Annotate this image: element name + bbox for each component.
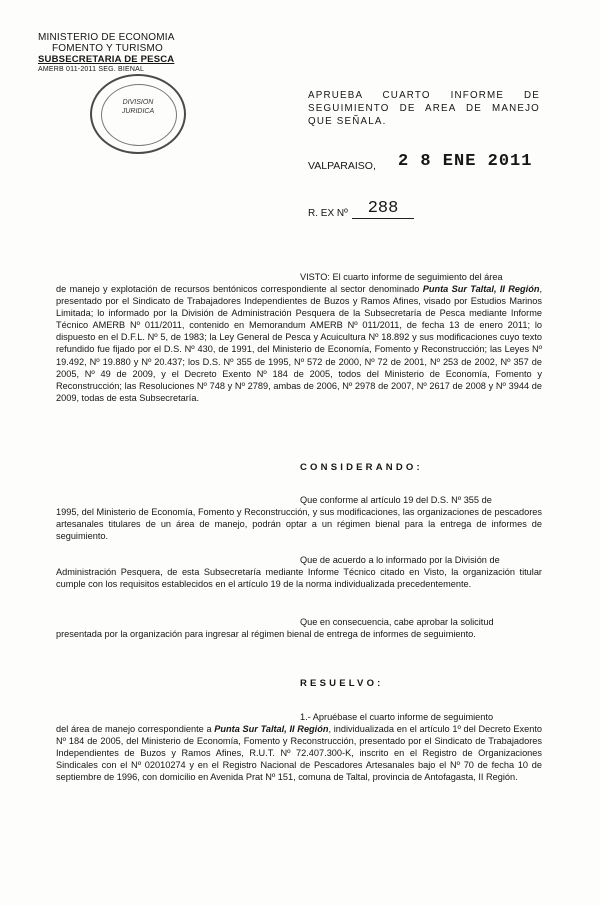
considerando-1-first-line: Que conforme al artículo 19 del D.S. Nº 355 de xyxy=(300,495,492,505)
reference-code: AMERB 011-2011 SEG. BIENAL xyxy=(38,66,145,73)
resuelvo-text-after: , individualizada en el artículo 1º del Decreto Exento Nº 184 de 2005, del Ministerio de Economía, Fomento y Reconstrucción, presentado por el Sindicato de Trabajadores Independientes de Buzos y Ramos Afines, R.U.T. Nº 72.407.300-K, inscrito en el Registro de Organizaciones Sindicales con el Nº 02010274 y en el Registro Nacional de Pescadores Artesanales bajo el Nº 70 de fecha 10 de septiembre de 1996, con domicilio en Avenida Prat Nº 151, comuna de Taltal, provincia de Antofagasta, II Región. xyxy=(56,724,542,783)
letterhead xyxy=(38,32,175,74)
stamp-text xyxy=(92,98,184,116)
considerando-heading: CONSIDERANDO: xyxy=(300,462,423,473)
visto-paragraph xyxy=(56,283,542,404)
place: VALPARAISO, xyxy=(308,160,376,172)
considerando-2-body: Administración Pesquera, de esta Subsecretaría mediante Informe Técnico citado en Visto, la organización titular cumple con los requisitos establecidos en el artículo 19 de la norma individualizada precedentemente. xyxy=(56,567,542,590)
resuelvo-area-name: Punta Sur Taltal, II Región xyxy=(214,724,329,734)
considerando-2-first-line: Que de acuerdo a lo informado por la División de xyxy=(300,555,500,565)
resuelvo-paragraph xyxy=(56,723,542,783)
resuelvo-heading: RESUELVO: xyxy=(300,678,384,689)
visto-text-after: , presentado por el Sindicato de Trabajadores Independientes de Buzos y Ramos Afines, visado por Estudios Marinos Limitada; lo informado por la División de Administración Pesquera de la Subsecretaría de Pesca mediante Informe Técnico AMERB Nº 011/2011, contenido en Memorandum AMERB Nº 011/2011, de fecha 13 de enero 2011; lo dispuesto en el D.F.L. Nº 5, de 1983; la Ley General de Pesca y Acuicultura Nº 18.892 y sus modificaciones cuyo texto refundido fue fijado por el D.S. Nº 430, de 1991, del Ministerio de Economía, Fomento y Reconstrucción; las Leyes Nº 19.492, Nº 19.880 y Nº 20.437; los D.S. Nº 355 de 1995, Nº 572 de 2000, Nº 72 de 2001, Nº 253 de 2002, Nº 357 de 2005, Nº 49 de 2009, y el Decreto Exento Nº 184 de 2005, todos del Ministerio de Economía, Fomento y Reconstrucción; las Resoluciones Nº 748 y Nº 2789, ambas de 2006, Nº 2978 de 2007, Nº 2617 de 2008 y Nº 3944 de 2009, todas de esta Subsecretaría. xyxy=(56,284,542,403)
subsecretaria-name: SUBSECRETARIA DE PESCA xyxy=(38,54,175,65)
visto-area-name: Punta Sur Taltal, II Región xyxy=(422,284,540,294)
considerando-1-body: 1995, del Ministerio de Economía, Fomento y Reconstrucción, y sus modificaciones, las organizaciones de pescadores artesanales titulares de un área de manejo, podrán optar a un régimen bienal para la entrega de informes de seguimiento. xyxy=(56,507,542,542)
resuelvo-text-before: del área de manejo correspondiente a xyxy=(56,724,215,734)
considerando-3-first-line: Que en consecuencia, cabe aprobar la solicitud xyxy=(300,617,494,627)
considerando-3-body: presentada por la organización para ingresar al régimen bienal de entrega de informes de seguimiento. xyxy=(56,629,476,639)
resolution-number: 288 xyxy=(352,200,414,219)
date-stamp: 2 8 ENE 2011 xyxy=(398,152,533,171)
visto-first-line: VISTO: El cuarto informe de seguimiento del área xyxy=(300,272,503,282)
ministry-name: MINISTERIO DE ECONOMIA xyxy=(38,32,175,43)
resuelvo-first-line: 1.- Apruébase el cuarto informe de seguimiento xyxy=(300,712,494,722)
visto-text-before: de manejo y explotación de recursos bentónicos correspondiente al sector denominado xyxy=(56,284,423,294)
stamp-line-2: JURIDICA xyxy=(121,108,155,115)
division-juridica-stamp xyxy=(90,74,186,154)
resolution-label: R. EX Nº xyxy=(308,208,348,219)
stamp-line-1: DIVISION xyxy=(122,99,154,106)
subject: APRUEBA CUARTO INFORME DE SEGUIMIENTO DE AREA DE MANEJO QUE SEÑALA. xyxy=(308,90,540,127)
ministry-subname: FOMENTO Y TURISMO xyxy=(52,43,164,54)
